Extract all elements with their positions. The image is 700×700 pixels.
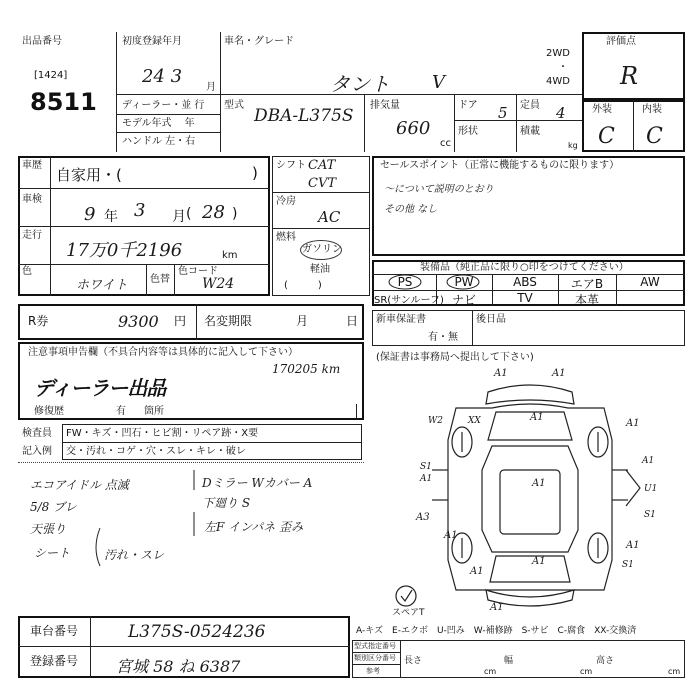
remark-2: Dミラー Wカバー A (202, 476, 313, 490)
shade-label: 色替 (150, 274, 170, 285)
history-label: 車歴 (22, 160, 42, 171)
color-label: 色 (22, 266, 32, 277)
equip-pw: PW (454, 275, 474, 289)
fuel-gas: ガソリン (302, 244, 342, 255)
reg-value: 宮城 58 ね 6387 (116, 657, 241, 676)
exterior-label: 外装 (592, 104, 612, 115)
chassis-label: 車台番号 (30, 624, 79, 638)
inspection-label: 車検 (22, 194, 42, 205)
mark-10: A1 (642, 456, 655, 466)
first-reg-unit: 月 (206, 82, 216, 93)
notes-title: 注意事項申告欄（不具合内容等は具体的に記入して下さい） (28, 347, 298, 358)
mark-11: U1 (644, 484, 658, 494)
lot-label: 出品番号 (22, 36, 62, 47)
car-diagram (372, 346, 685, 616)
warranty-value: 有・無 (428, 332, 458, 343)
tax-unit: 円 (174, 314, 187, 328)
shift-value1: CAT (308, 158, 336, 173)
mileage-value: 17万0千2196 (66, 240, 183, 261)
tax-label: R券 (28, 314, 49, 328)
mark-19: A1 (490, 602, 504, 613)
equip-navi: ナビ (451, 293, 476, 307)
exterior-value: C (598, 124, 615, 149)
rereg-label: 名変期限 (204, 314, 253, 328)
load-label: 積載 (520, 126, 540, 137)
equip-aw: AW (640, 275, 660, 289)
mark-18: A1 (470, 566, 484, 577)
shift-label: シフト (276, 160, 306, 171)
mark-4: W2 (428, 416, 443, 426)
handle-label: ハンドル 左・右 (122, 136, 196, 147)
sales-line1: 〜について説明のとおり (384, 184, 494, 195)
sales-line2: その他 なし (384, 204, 438, 215)
remark-8: 汚れ・スレ (104, 548, 165, 562)
mark-6: A1 (626, 418, 640, 429)
mileage-unit: km (222, 250, 238, 261)
fuel-light: 軽油 (310, 264, 330, 275)
diagram-title: (保証書は事務局へ提出して下さい) (376, 352, 534, 363)
remark-7: シート (34, 546, 71, 560)
type-value: DBA-L375S (254, 106, 354, 126)
type-label: 型式 (224, 100, 244, 111)
shape-label: 形状 (458, 126, 478, 137)
mark-17: S1 (622, 560, 634, 570)
score-label: 評価点 (606, 36, 636, 47)
mark-8: A1 (420, 474, 433, 484)
mark-14: A1 (444, 530, 458, 541)
tax-value: 9300 (118, 312, 159, 331)
remark-5: 天張り (30, 522, 67, 536)
shift-value2: CVT (308, 176, 337, 191)
mark-16: A1 (626, 540, 640, 551)
repair-label: 修復歴 (34, 406, 64, 417)
load-unit: kg (568, 141, 578, 150)
model-label: 車名・グレード (224, 36, 294, 47)
interior-value: C (646, 124, 663, 149)
remark-3: 5/8 ブレ (30, 500, 77, 514)
equip-abs: ABS (513, 275, 537, 289)
aircon-value: AC (318, 208, 341, 226)
mark-13: A3 (416, 512, 430, 523)
after-label: 後日品 (476, 314, 506, 325)
chassis-value: L375S-0524236 (128, 622, 266, 642)
mark-5: XX (468, 416, 481, 426)
remark-1: エコアイドル 点滅 (30, 478, 129, 492)
mark-9: A1 (532, 478, 546, 489)
equip-leather: 本革 (574, 293, 599, 307)
repair-value: 有 (116, 406, 126, 417)
lot-sub: [1424] (34, 70, 68, 81)
displacement-unit: cc (440, 138, 451, 149)
score-value: R (620, 62, 639, 90)
notation-label: 記入例 (22, 446, 52, 457)
capacity-label: 定員 (520, 100, 540, 111)
damage-legend: A-キズ E-エクボ U-凹み W-補修跡 S-サビ C-腐食 XX-交換済 (356, 626, 637, 636)
drive-2wd: 2WD (546, 48, 570, 59)
color-code-value: W24 (202, 276, 235, 292)
sales-title: セールスポイント（正常に機能するものに限ります） (380, 160, 620, 171)
equip-sr: SR(サンルーフ) (374, 295, 444, 306)
color-value: ホワイト (76, 278, 128, 293)
dealer-label: ディーラー・並 行 (122, 100, 205, 111)
inspection-year: 9 (84, 204, 96, 225)
capacity-value: 4 (556, 104, 566, 122)
lot-number: 8511 (30, 88, 97, 116)
equip-ps: PS (397, 275, 413, 289)
mark-1: A1 (494, 368, 508, 379)
inspection-day: 28 (202, 202, 225, 223)
first-reg-value: 24 3 (142, 66, 183, 87)
spare-label: スペアT (392, 608, 425, 618)
repair-unit: 箇所 (144, 406, 164, 417)
aircon-label: 冷房 (276, 196, 296, 207)
equip-airbag: エアB (570, 277, 604, 291)
history-value: 自家用・( (56, 166, 122, 184)
remark-4: 下廻り S (202, 496, 251, 510)
doors-value: 5 (498, 104, 508, 122)
mark-2: A1 (552, 368, 566, 379)
mark-12: S1 (644, 510, 656, 520)
notes-mileage: 170205 km (272, 362, 341, 376)
inspection-month: 3 (134, 200, 146, 221)
tax-box (18, 304, 364, 340)
mark-15: A1 (532, 556, 546, 567)
displacement-label: 排気量 (370, 100, 400, 111)
grade-value: V (432, 72, 445, 93)
mark-3: A1 (530, 412, 544, 423)
model-value: タント (330, 72, 390, 96)
drive-4wd: 4WD (546, 76, 570, 87)
inspector-label: 検査員 (22, 428, 52, 439)
mark-7: S1 (420, 462, 432, 472)
equipment-title: 装備品（純正品に限り○印をつけてください） (420, 262, 629, 273)
mileage-label: 走行 (22, 230, 42, 241)
first-reg-label: 初度登録年月 (122, 36, 182, 47)
interior-label: 内装 (642, 104, 662, 115)
legend-line2: 交・汚れ・コゲ・穴・スレ・キレ・破レ (66, 446, 246, 457)
color-code-label: 色コード (178, 266, 218, 277)
reg-label: 登録番号 (30, 654, 79, 668)
dims-box (352, 640, 685, 678)
warranty-label: 新車保証書 (376, 314, 426, 325)
model-year-label: モデル年式 年 (122, 118, 195, 129)
legend-line1: FW・キズ・凹石・ヒビ割・リペア跡・X要 (66, 428, 259, 439)
displacement-value: 660 (396, 118, 431, 139)
equip-tv: TV (517, 291, 533, 305)
remark-6: 左F インパネ 歪み (204, 520, 304, 534)
dealer-stamp: ディーラー出品 (34, 376, 166, 400)
fuel-label: 燃料 (276, 232, 296, 243)
doors-label: ドア (458, 100, 478, 111)
